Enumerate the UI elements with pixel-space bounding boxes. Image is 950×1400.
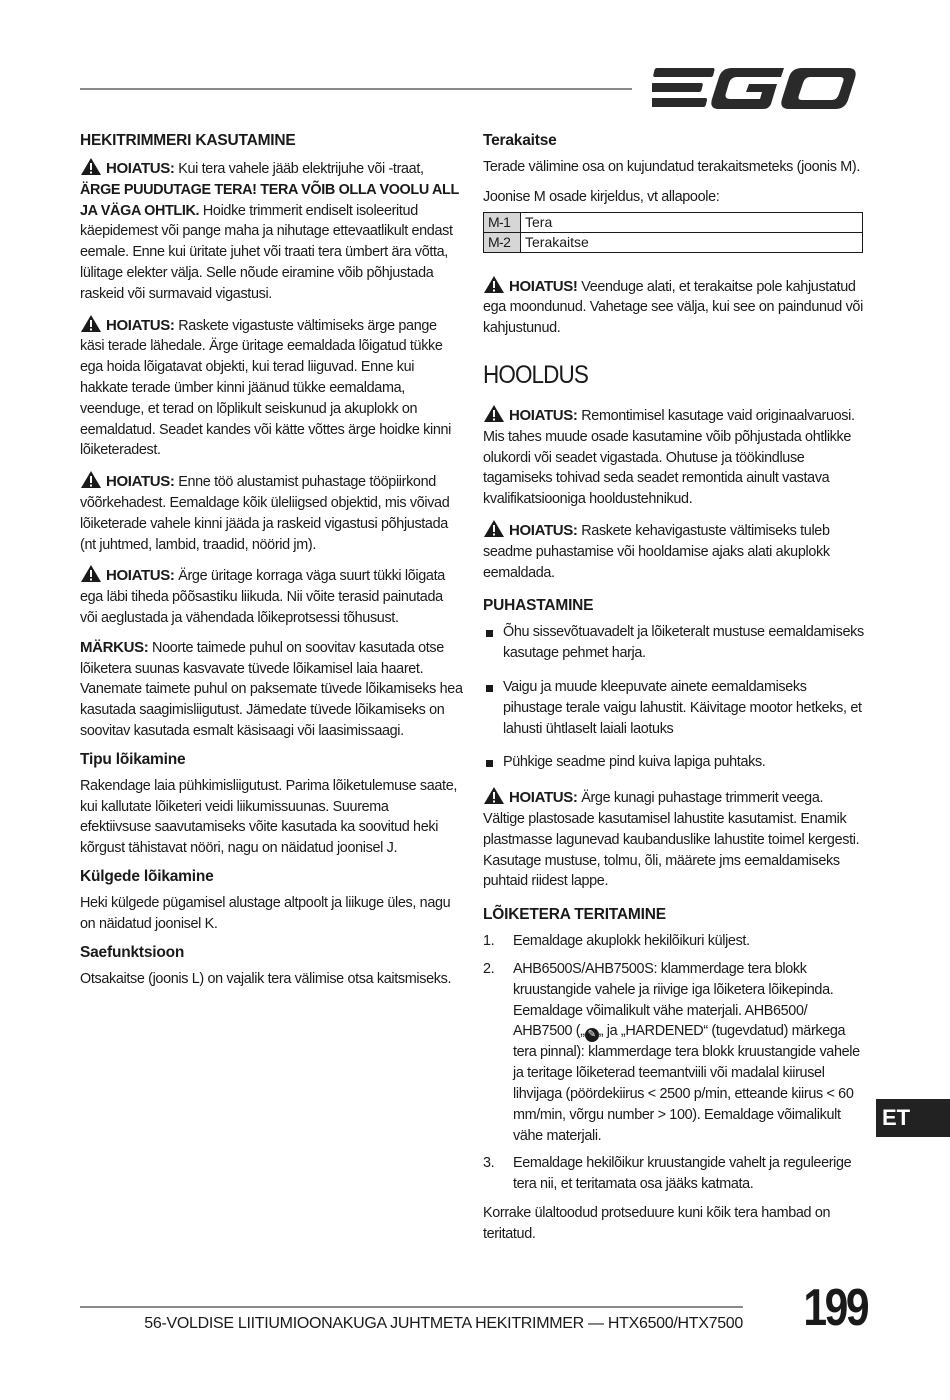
body-paragraph: Korrake ülaltoodud protseduure kuni kõik tera hambad on teritatud. [483,1204,831,1242]
section-heading: HEKITRIMMERI KASUTAMINE [80,132,296,149]
warning-triangle-icon [483,519,505,538]
warning-paragraph [80,564,463,628]
warning-paragraph [80,157,463,305]
body-paragraph: Terade välimine osa on kujundatud terakaitsmeteks (joonis M). [483,159,860,175]
body-paragraph: Rakendage laia pühkimisliigutust. Parima lõiketulemuse saate, kui kallutate lõiketeri veidi liikumissuunas. Suurema efektiivsuse saavutamiseks võite kasutada ka soovitud heki kõrgust tähistavat nööri, nagu on näidatud joonisel J. [80,777,457,857]
warning-text: Remontimisel kasutage vaid originaalvaruosi. Mis tahes muude osade kasutamine võib põhjustada ohtlikke olukordi või seadet vigastada. Ohutuse ja töökindluse tagamiseks tohivad seda seadet remontida ainult vastava kvalifikatsiooniga hooldustehnikud. [483,407,855,508]
warning-text: Raskete vigastuste vältimiseks ärge pange käsi terade lähedale. Ärge üritage eemaldada lõigatud tükke ega hoida lõigatavat objekti, kui terad liiguvad. Enne kui hakkate terade ümber kinni jäänud tükke eemaldama, veenduge, et terad on lõplikult seiskunud ja akuplokk on eemaldatud. Seadet kandes või kätte võttes ärge hoidke kinni lõiketeradest. [80,317,451,459]
note-paragraph [80,638,463,742]
note-text: Noorte taimede puhul on soovitav kasutada otse lõiketera suunas kasvavate tüvede lõikamisel laia haaret. Vanemate taimete puhul on paksemate tüvede lõikamiseks hea kasutada saagimisliigutust. Jämedate tüvede lõikamiseks on soovitav kasutada esmalt käsisaagi või laasimissaagi. [80,639,463,739]
warning-label: HOIATUS: [509,521,578,539]
warning-text: Hoidke trimmerit endiselt isoleeritud käepidemest või pange maha ja nihutage ettevaatlikult endast eemale. Enne kui üritate juhet või traati tera ümbert ära võtta, lülitage elekter välja. Selle nõude eiramine võib põhjustada raskeid või surmavaid vigastusi. [80,202,453,302]
step-number: 1. [483,933,495,950]
right-column [483,132,865,1253]
warning-label: HOIATUS! [509,277,578,295]
body-paragraph: Joonise M osade kirjeldus, vt allapoole: [483,188,720,205]
warning-label: HOIATUS: [106,316,175,334]
warning-triangle-icon [80,564,102,583]
list-item [483,931,865,952]
subsection-heading: Külgede lõikamine [80,867,214,885]
step-text: „ ja „HARDENED“ (tugevdatud) märkega tera pinnal): klammerdage tera blokk kruustangide vahele ja teritage lõiketerad teemantviili või madalal kiirusel lihvijaga (pöördekiirus < 2500 p/min, etteande kiirus < 60 mm/min, võrgu number > 100). Eemaldage võimalikult vähe materjali. [513,1023,860,1144]
section-heading: PUHASTAMINE [483,597,594,615]
cleaning-list [483,622,865,773]
warning-paragraph [80,314,463,462]
chapter-heading: HOOLDUS [483,360,588,389]
warning-paragraph [483,275,865,339]
warning-triangle-icon [483,786,505,805]
note-label: MÄRKUS: [80,638,149,656]
warning-text: Kui tera vahele jääb elektrijuhe või -traat, [174,161,424,177]
warning-triangle-icon [80,314,102,333]
warning-text: Ärge kunagi puhastage trimmerit veega. Vältige plastosade kasutamisel lahustite kasutamist. Enamik plastmasse lagunevad kaubanduslike lahustite toimel kergesti. Kasutage mustuse, tolmu, õli, määrete jms eemaldamiseks puhtaid riidest lappe. [483,790,860,890]
part-code: M-1 [484,212,521,232]
sharpening-steps [483,931,865,1195]
list-item [483,959,865,1146]
language-tab: ET [876,1099,950,1137]
page-number: 199 [803,1279,868,1337]
step-text: Eemaldage akuplokk hekilõikuri küljest. [513,933,750,950]
hardened-symbol-icon: ✎ [585,1028,599,1042]
warning-text: Raskete kehavigastuste vältimiseks tuleb seadme puhastamise või hooldamise ajaks alati akuplokk eemaldada. [483,522,830,581]
subsection-heading: Terakaitse [483,132,557,149]
warning-paragraph [483,404,865,510]
warning-text: Enne töö alustamist puhastage tööpiirkond võõrkehadest. Eemaldage kõik üleliigsed objektid, mis võivad lõiketerade vahele kinni jääda ja raskeid vigastusi põhjustada (nt juhtmed, lambid, traadid, nöörid jm). [80,474,450,553]
warning-paragraph [483,519,865,583]
part-code: M-2 [484,232,521,252]
warning-triangle-icon [80,470,102,489]
body-paragraph: Otsakaitse (joonis L) on vajalik tera välimise otsa kaitsmiseks. [80,970,452,987]
list-item [483,1153,865,1195]
warning-text: Ärge üritage korraga väga suurt tükki lõigata ega läbi tiheda põõsastiku liikuda. Nii võite terasid painutada või aeglustada ja vähendada lõikeprotsessi tõhusust. [80,568,445,626]
ego-logo [652,64,862,112]
warning-label: HOIATUS: [106,160,175,177]
table-row [484,212,863,232]
section-heading: LÕIKETERA TERITAMINE [483,906,666,924]
table-row [484,232,863,252]
warning-triangle-icon [80,157,102,176]
warning-label: HOIATUS: [509,789,578,807]
subsection-heading: Saefunktsioon [80,943,185,961]
step-text: AHB6500S/AHB7500S: klammerdage tera blokk kruustangide vahele ja riivige iga lõiketera lõikepinda. Eemaldage võimalikult vähe materjali. AHB6500/ AHB7500 („ [513,960,834,1040]
warning-label: HOIATUS: [509,406,578,424]
warning-triangle-icon [483,404,505,423]
step-number: 2. [483,960,495,977]
list-item: Õhu sissevõtuavadelt ja lõiketeralt mustuse eemaldamiseks kasutage pehmet harja. [483,622,865,664]
warning-paragraph [80,470,463,555]
parts-table [483,212,863,253]
list-item: Pühkige seadme pind kuiva lapiga puhtaks. [483,752,865,773]
warning-label: HOIATUS: [106,473,175,491]
footer-title: 56-VOLDISE LIITIUMIOONAKUGA JUHTMETA HEKITRIMMER — HTX6500/HTX7500 [144,1315,743,1332]
step-number: 3. [483,1155,495,1172]
footer-rule [80,1306,743,1308]
warning-emphasis: ÄRGE PUUDUTAGE TERA! TERA VÕIB OLLA VOOLU ALL JA VÄGA OHTLIK. [80,181,459,219]
list-item: Vaigu ja muude kleepuvate ainete eemaldamiseks pihustage terale vaigu lahustit. Käivitage mootor hetkeks, et lahusti ühtlaselt laiali laotuks [483,677,865,739]
header-rule [80,88,632,90]
body-paragraph: Heki külgede pügamisel alustage altpoolt ja liikuge üles, nagu on näidatud joonisel K. [80,894,451,932]
subsection-heading: Tipu lõikamine [80,750,186,768]
left-column [80,132,463,998]
warning-paragraph [483,786,865,892]
warning-text: Veenduge alati, et terakaitse pole kahjustatud ega moondunud. Vahetage see välja, kui see on paindunud või kahjustunud. [483,278,863,337]
step-text: Eemaldage hekilõikur kruustangide vahelt ja reguleerige tera nii, et teritamata osa jääks katmata. [513,1155,852,1193]
warning-label: HOIATUS: [106,567,175,585]
warning-triangle-icon [483,275,505,294]
part-name: Tera [521,212,863,232]
part-name: Terakaitse [521,232,863,252]
